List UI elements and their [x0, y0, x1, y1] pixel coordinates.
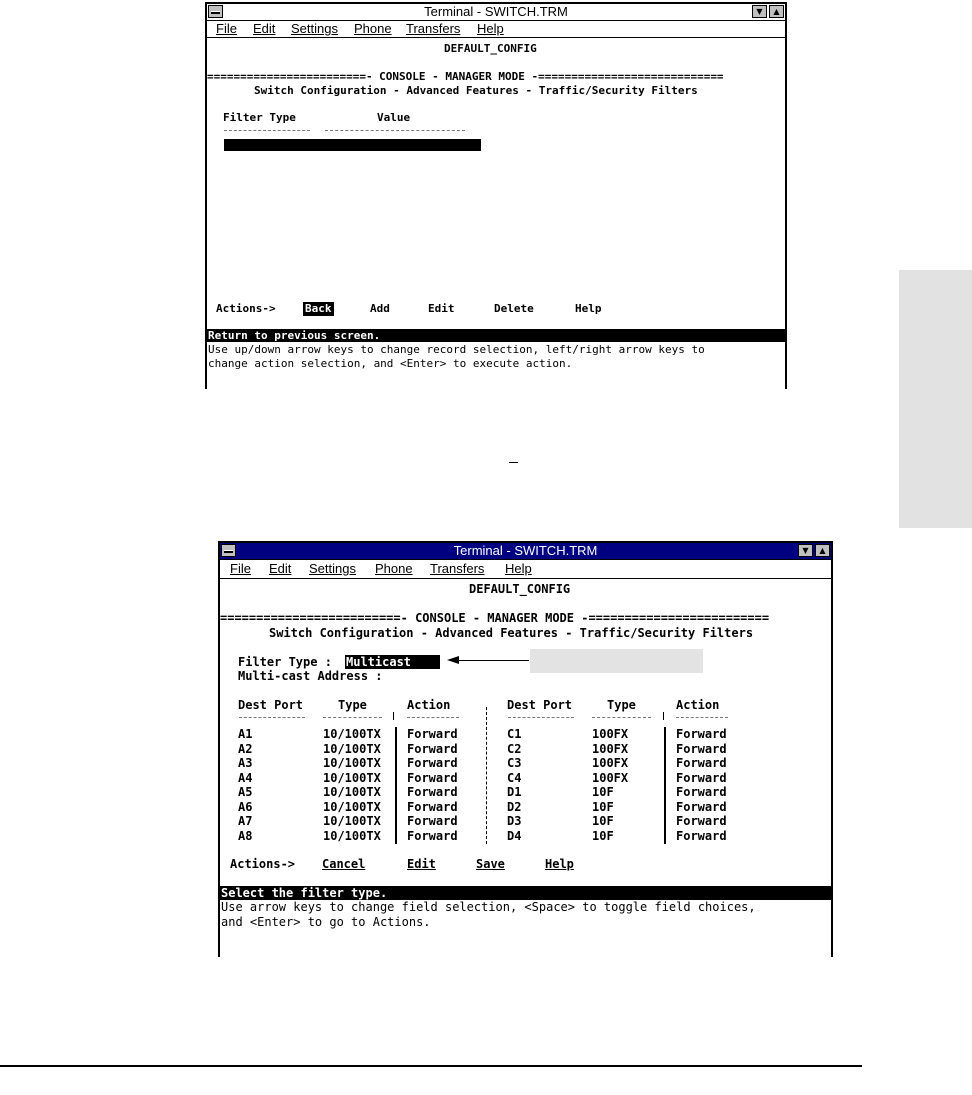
status-bar: Return to previous screen. — [207, 329, 785, 342]
minimize-button[interactable]: ▼ — [752, 5, 767, 18]
cell-action[interactable]: Forward — [676, 727, 727, 741]
cell-action[interactable]: Forward — [407, 741, 458, 756]
action-back[interactable]: Back — [305, 302, 332, 315]
cell-dest-port: A1 — [238, 727, 253, 741]
menu-file[interactable]: File — [230, 561, 251, 576]
cell-type: 10F — [592, 828, 614, 843]
cell-dest-port: C1 — [507, 727, 522, 741]
cell-type: 100FX — [592, 770, 629, 785]
header-underline — [224, 130, 310, 131]
cell-action[interactable]: Forward — [407, 727, 458, 741]
col-action-left: Action — [407, 698, 451, 712]
cell-dest-port: A8 — [238, 828, 253, 843]
cell-type: 10F — [592, 799, 614, 814]
cell-dest-port: A3 — [238, 756, 253, 770]
cell-dest-port: A4 — [238, 770, 253, 785]
menu-phone[interactable]: Phone — [375, 561, 413, 576]
cell-action[interactable]: Forward — [676, 828, 727, 843]
header-underline — [323, 717, 382, 718]
terminal-window-1 — [205, 2, 787, 389]
window-title: Terminal - SWITCH.TRM — [453, 543, 598, 558]
page-bottom-rule — [0, 1065, 862, 1067]
cell-type: 10/100TX — [323, 828, 381, 843]
cell-type: 10/100TX — [323, 785, 381, 799]
cell-dest-port: C3 — [507, 756, 522, 770]
maximize-button[interactable]: ▲ — [815, 544, 830, 557]
selected-record-row[interactable] — [224, 139, 481, 151]
menu-transfers[interactable]: Transfers — [406, 21, 461, 36]
console-screen — [220, 579, 831, 954]
callout-box — [530, 649, 703, 673]
header-underline — [325, 130, 465, 131]
menu-file[interactable]: File — [216, 21, 237, 36]
action-delete[interactable]: Delete — [494, 302, 534, 315]
chapter-tab — [899, 270, 972, 528]
cell-type: 10/100TX — [323, 756, 381, 770]
action-cancel[interactable]: Cancel — [322, 857, 366, 871]
menu-help[interactable]: Help — [477, 21, 504, 36]
menu-settings[interactable]: Settings — [291, 21, 338, 36]
header-underline — [407, 717, 459, 718]
mode-line: =========================- CONSOLE - MANAGER MODE -========================= — [220, 611, 770, 625]
menu-bar — [207, 21, 785, 38]
cell-action[interactable]: Forward — [407, 756, 458, 770]
actions-label: Actions-> — [230, 857, 296, 871]
console-screen — [207, 38, 785, 386]
action-help[interactable]: Help — [575, 302, 602, 315]
cell-dest-port: D1 — [507, 785, 522, 799]
column-separator — [395, 727, 397, 844]
cell-action[interactable]: Forward — [676, 770, 727, 785]
cell-action[interactable]: Forward — [407, 799, 458, 814]
actions-label: Actions-> — [216, 302, 276, 315]
column-separator — [663, 712, 664, 720]
menu-bar — [220, 560, 831, 579]
terminal-window-2 — [218, 541, 833, 957]
col-type-right: Type — [607, 698, 636, 712]
cell-action[interactable]: Forward — [676, 814, 727, 828]
header-underline — [508, 717, 574, 718]
action-save[interactable]: Save — [476, 857, 505, 871]
menu-edit[interactable]: Edit — [269, 561, 292, 576]
filter-type-label: Filter Type : — [238, 655, 332, 669]
cell-dest-port: A7 — [238, 814, 253, 828]
mode-line: ========================- CONSOLE - MANAGER MODE -============================ — [207, 70, 724, 83]
title-bar — [207, 4, 785, 21]
menu-transfers[interactable]: Transfers — [430, 561, 485, 576]
menu-edit[interactable]: Edit — [253, 21, 276, 36]
col-type-left: Type — [338, 698, 367, 712]
multicast-address-label: Multi-cast Address : — [238, 669, 383, 683]
cell-type: 10/100TX — [323, 770, 381, 785]
cell-type: 100FX — [592, 727, 629, 741]
divider-mark — [509, 462, 518, 463]
cell-dest-port: C4 — [507, 770, 522, 785]
screen-title: Switch Configuration - Advanced Features - Traffic/Security Filters — [269, 626, 754, 640]
col-dest-port-left: Dest Port — [238, 698, 304, 712]
config-name: DEFAULT_CONFIG — [469, 582, 571, 596]
cell-type: 10/100TX — [323, 799, 381, 814]
cell-dest-port: C2 — [507, 741, 522, 756]
cell-action[interactable]: Forward — [676, 785, 727, 799]
col-value: Value — [377, 111, 411, 124]
cell-type: 100FX — [592, 741, 629, 756]
header-underline — [592, 717, 651, 718]
maximize-button[interactable]: ▲ — [769, 5, 784, 18]
cell-type: 100FX — [592, 756, 629, 770]
action-edit[interactable]: Edit — [428, 302, 455, 315]
minimize-button[interactable]: ▼ — [798, 544, 813, 557]
help-line-2: change action selection, and <Enter> to execute action. — [208, 357, 573, 370]
cell-dest-port: A6 — [238, 799, 253, 814]
menu-help[interactable]: Help — [505, 561, 532, 576]
cell-action[interactable]: Forward — [407, 814, 458, 828]
column-separator — [486, 707, 488, 844]
col-action-right: Action — [676, 698, 720, 712]
cell-dest-port: A2 — [238, 741, 253, 756]
action-help[interactable]: Help — [545, 857, 574, 871]
filter-type-field[interactable]: Multicast — [345, 655, 440, 669]
col-filter-type: Filter Type — [223, 111, 296, 124]
cell-type: 10/100TX — [323, 727, 381, 741]
arrow-line — [456, 660, 529, 661]
header-underline — [676, 717, 728, 718]
cell-action[interactable]: Forward — [676, 741, 727, 756]
config-name: DEFAULT_CONFIG — [444, 42, 537, 55]
help-line-2: and <Enter> to go to Actions. — [221, 915, 431, 929]
cell-dest-port: A5 — [238, 785, 253, 799]
column-separator — [664, 727, 666, 844]
action-edit[interactable]: Edit — [407, 857, 436, 871]
help-line-1: Use up/down arrow keys to change record selection, left/right arrow keys to — [208, 343, 705, 356]
header-underline — [239, 717, 305, 718]
cell-dest-port: D3 — [507, 814, 522, 828]
cell-action[interactable]: Forward — [676, 799, 727, 814]
menu-settings[interactable]: Settings — [309, 561, 356, 576]
menu-phone[interactable]: Phone — [354, 21, 392, 36]
cell-type: 10/100TX — [323, 814, 381, 828]
cell-dest-port: D2 — [507, 799, 522, 814]
status-bar: Select the filter type. — [220, 886, 831, 900]
title-bar — [220, 543, 831, 560]
help-line-1: Use arrow keys to change field selection, <Space> to toggle field choices, — [221, 900, 756, 914]
col-dest-port-right: Dest Port — [507, 698, 573, 712]
cell-action[interactable]: Forward — [407, 828, 458, 843]
cell-type: 10/100TX — [323, 741, 381, 756]
cell-type: 10F — [592, 785, 614, 799]
column-separator — [393, 712, 394, 720]
screen-title: Switch Configuration - Advanced Features - Traffic/Security Filters — [254, 84, 698, 97]
cell-action[interactable]: Forward — [676, 756, 727, 770]
action-add[interactable]: Add — [370, 302, 390, 315]
cell-action[interactable]: Forward — [407, 770, 458, 785]
cell-type: 10F — [592, 814, 614, 828]
cell-dest-port: D4 — [507, 828, 522, 843]
window-title: Terminal - SWITCH.TRM — [424, 4, 568, 19]
cell-action[interactable]: Forward — [407, 785, 458, 799]
